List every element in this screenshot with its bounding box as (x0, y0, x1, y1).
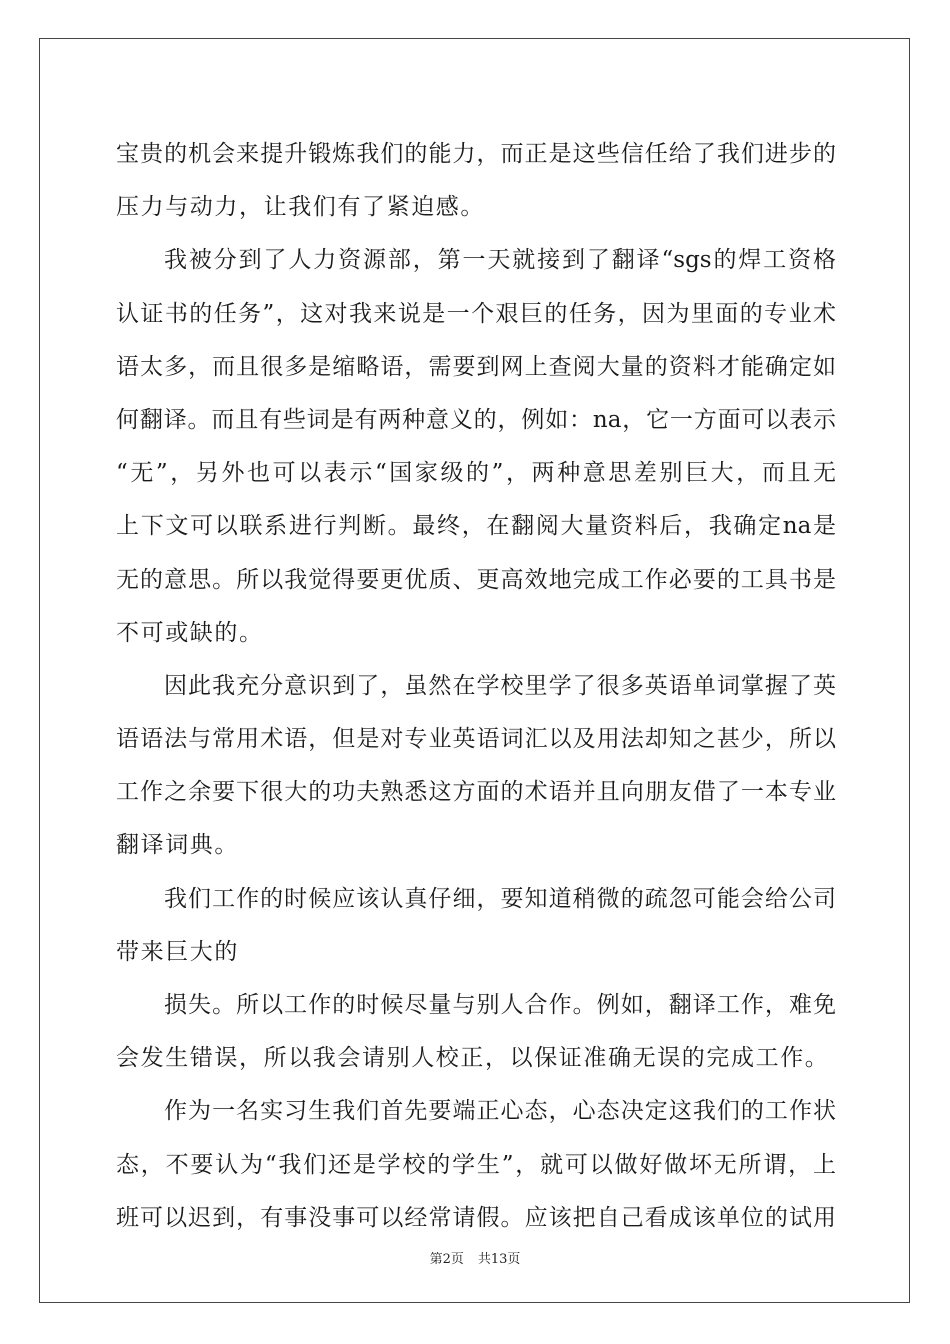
text-line: 会发生错误，所以我会请别人校正，以保证准确无误的完成工作。 (116, 1045, 830, 1072)
text-line: 翻译词典。 (116, 832, 239, 859)
document-body (116, 128, 836, 1245)
text-line: 我们工作的时候应该认真仔细，要知道稍微的疏忽可能会给公司 (164, 885, 836, 912)
page-number: 第2页 (429, 1252, 464, 1267)
text-line: 压力与动力，让我们有了紧迫感。 (116, 194, 485, 221)
text-line: 何翻译。而且有些词是有两种意义的，例如：na，它一方面可以表示 (116, 406, 836, 433)
text-line: 态，不要认为“我们还是学校的学生”，就可以做好做坏无所谓，上 (116, 1151, 836, 1178)
text-line: 宝贵的机会来提升锻炼我们的能力，而正是这些信任给了我们进步的 (116, 141, 836, 167)
text-line: 班可以迟到，有事没事可以经常请假。应该把自己看成该单位的试用 (116, 1204, 836, 1231)
text-line: 无的意思。所以我觉得要更优质、更高效地完成工作必要的工具书是 (116, 566, 836, 593)
text-line: 因此我充分意识到了，虽然在学校里学了很多英语单词掌握了英 (164, 672, 836, 699)
text-line: 我被分到了人力资源部，第一天就接到了翻译“sgs的焊工资格 (164, 247, 836, 274)
text-line: 损失。所以工作的时候尽量与别人合作。例如，翻译工作，难免 (164, 992, 836, 1018)
text-line: 认证书的任务”，这对我来说是一个艰巨的任务，因为里面的专业术 (116, 300, 836, 327)
text-line: 带来巨大的 (116, 938, 239, 965)
text-line: 语语法与常用术语，但是对专业英语词汇以及用法却知之甚少，所以 (116, 726, 836, 753)
text-line: “无”，另外也可以表示“国家级的”，两种意思差别巨大，而且无 (116, 460, 836, 487)
text-line: 工作之余要下很大的功夫熟悉这方面的术语并且向朋友借了一本专业 (116, 779, 836, 806)
text-line: 语太多，而且很多是缩略语，需要到网上查阅大量的资料才能确定如 (116, 353, 836, 380)
page-footer (0, 1248, 950, 1267)
text-line: 上下文可以联系进行判断。最终，在翻阅大量资料后，我确定na是 (116, 513, 836, 540)
text-line: 作为一名实习生我们首先要端正心态，心态决定这我们的工作状 (164, 1098, 836, 1125)
page-total: 共13页 (477, 1252, 521, 1267)
text-line: 不可或缺的。 (116, 619, 264, 646)
